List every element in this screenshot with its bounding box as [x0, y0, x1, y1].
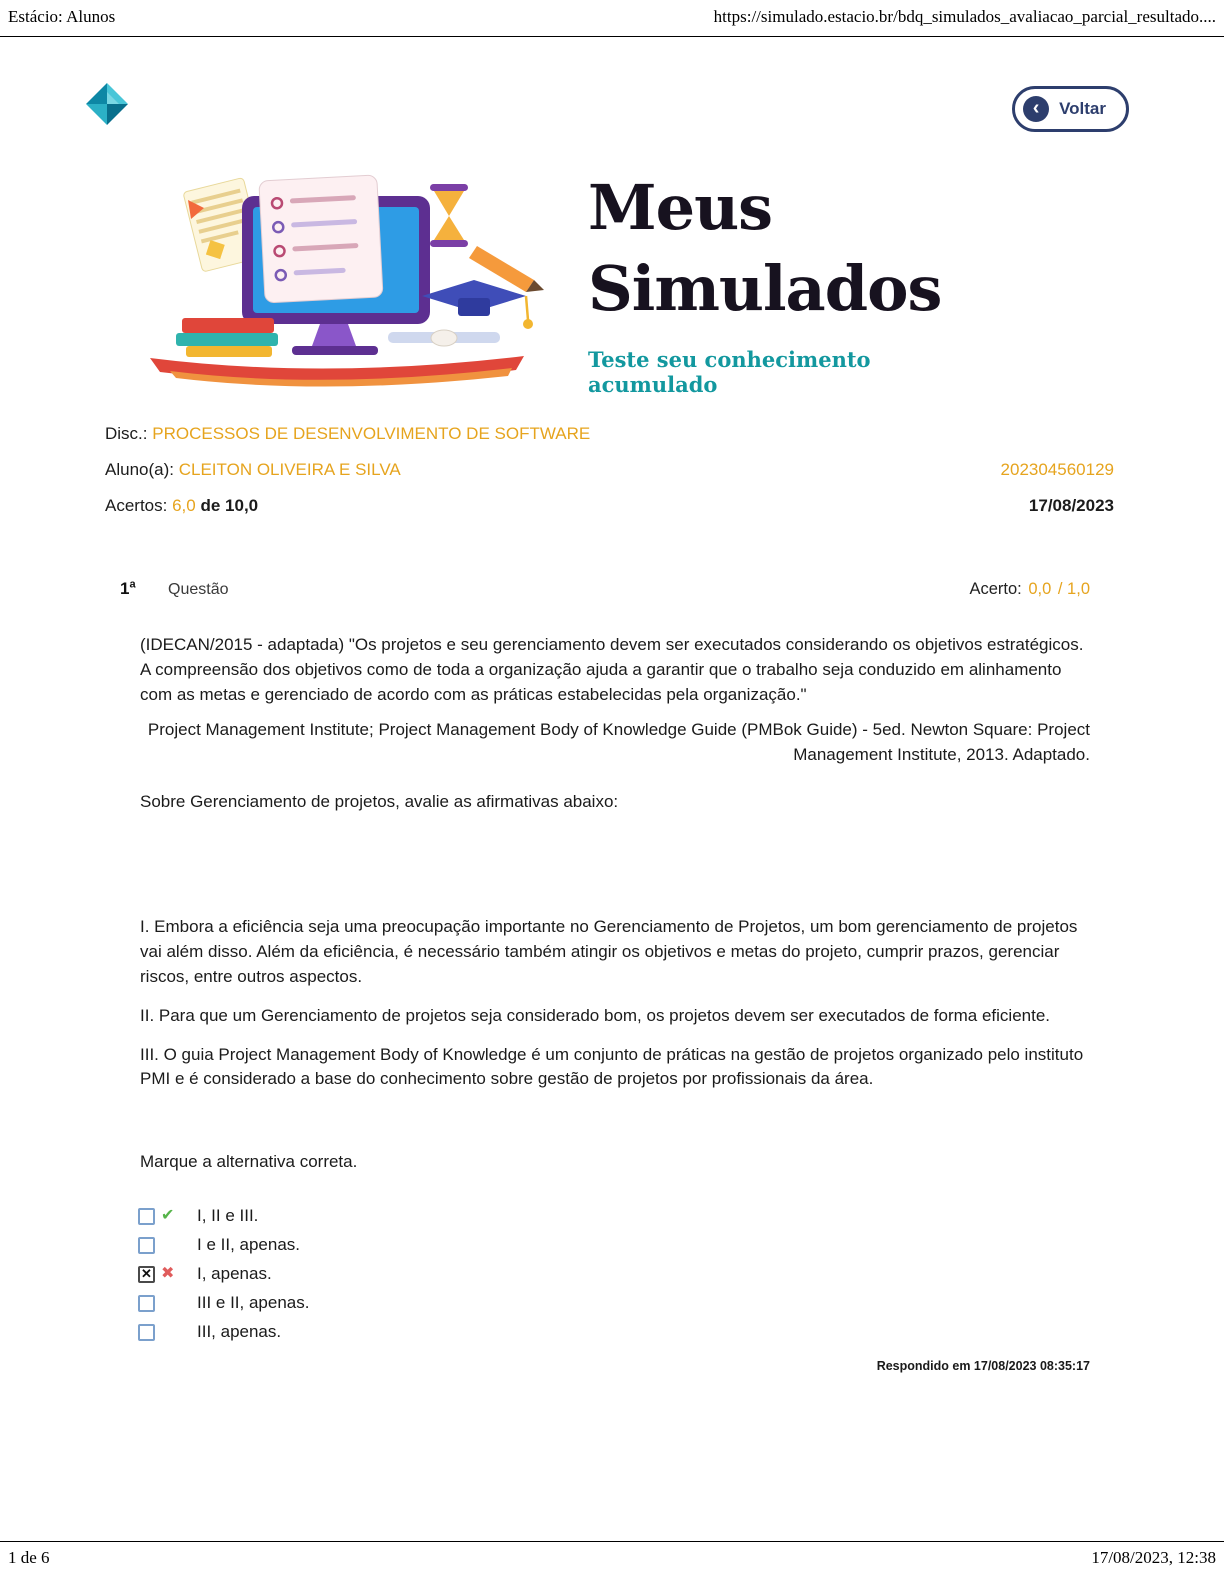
- answered-timestamp: Respondido em 17/08/2023 08:35:17: [876, 1359, 1090, 1374]
- answer-option[interactable]: [138, 1263, 1090, 1285]
- score-label: Acertos:: [105, 496, 168, 515]
- question-number: 1$^a$: [120, 578, 136, 598]
- answer-option[interactable]: [138, 1234, 1090, 1256]
- answer-option[interactable]: [138, 1321, 1090, 1343]
- exam-info: [105, 424, 1114, 532]
- question-items: [140, 915, 1090, 1093]
- study-illustration-svg: [92, 168, 557, 390]
- option-checkbox[interactable]: [138, 1237, 155, 1254]
- option-checkbox-selected[interactable]: ✕: [138, 1266, 155, 1283]
- score-of: de 10,0: [200, 496, 259, 515]
- estacio-logo-svg: [85, 82, 129, 126]
- hero-illustration: [92, 168, 557, 395]
- print-timestamp: 17/08/2023, 12:38: [1091, 1548, 1216, 1567]
- estacio-logo-icon: [85, 82, 129, 126]
- answer-option[interactable]: [138, 1205, 1090, 1227]
- question-citation: Project Management Institute; Project Management Body of Knowledge Guide (PMBok Guide) - 5ed. Newton Square: Project Management Institute, 2013. Adaptado.: [147, 719, 1090, 764]
- question-score-label: Acerto:: [969, 579, 1022, 598]
- discipline-value: PROCESSOS DE DESENVOLVIMENTO DE SOFTWARE: [152, 424, 591, 443]
- statement-item: II. Para que um Gerenciamento de projetos seja considerado bom, os projetos devem ser executados de forma eficiente.: [140, 1005, 1050, 1025]
- option-checkbox[interactable]: [138, 1208, 155, 1225]
- statement-item: I. Embora a eficiência seja uma preocupação importante no Gerenciamento de Projetos, um bom gerenciamento de projetos vai além disso. Além da eficiência, é necessário também atingir os objetivos e metas do projeto, cumprir prazos, gerenciar riscos, entre outros aspectos.: [140, 916, 1078, 986]
- option-checkbox[interactable]: [138, 1324, 155, 1341]
- page-subtitle: Teste seu conhecimento acumulado: [588, 347, 871, 398]
- page-title: Meus Simulados: [588, 171, 942, 325]
- question-paragraph: (IDECAN/2015 - adaptada) "Os projetos e seu gerenciamento devem ser executados considerando os objetivos estratégicos. A compreensão dos objetivos como de toda a organização ajuda a garantir que o trabalho seja conduzido em alinhamento com as metas e gerenciado de acordo com as práticas estabelecidas pela organização.": [140, 634, 1084, 704]
- print-header-url: https://simulado.estacio.br/bdq_simulados_avaliacao_parcial_resultado....: [713, 7, 1216, 26]
- print-header-title: Estácio: Alunos: [8, 7, 116, 26]
- question-header: [120, 578, 1090, 599]
- option-checkbox[interactable]: [138, 1295, 155, 1312]
- back-button-label: Voltar: [1059, 99, 1106, 118]
- discipline-label: Disc.:: [105, 424, 148, 443]
- question-prompt: Sobre Gerenciamento de projetos, avalie as afirmativas abaixo:: [140, 791, 619, 811]
- option-label: I, II e III.: [197, 1206, 259, 1226]
- wrong-x-icon: ✖: [161, 1265, 175, 1283]
- page-number: 1 de 6: [8, 1548, 50, 1567]
- option-label: III, apenas.: [197, 1322, 282, 1342]
- footer-divider: [0, 1541, 1224, 1542]
- question-score-total: / 1,0: [1057, 579, 1090, 598]
- exam-date: 17/08/2023: [1028, 496, 1114, 515]
- question-score: [969, 580, 1090, 599]
- question-block: [120, 578, 1090, 1373]
- question-body: [140, 633, 1090, 1176]
- question-label: Questão: [168, 580, 229, 598]
- back-button[interactable]: [1012, 86, 1129, 132]
- statement-item: III. O guia Project Management Body of Knowledge é um conjunto de práticas na gestão de projetos organizado pelo instituto PMI e é considerado a base do conhecimento sobre gestão de projetos por profissionais da área.: [140, 1044, 1084, 1089]
- option-label: I e II, apenas.: [197, 1235, 301, 1255]
- discipline-row: [105, 424, 1114, 444]
- student-id: 202304560129: [1000, 460, 1114, 479]
- student-name: CLEITON OLIVEIRA E SILVA: [178, 460, 401, 479]
- student-row: [105, 460, 1114, 480]
- score-row: [105, 496, 1114, 516]
- option-label: III e II, apenas.: [197, 1293, 310, 1313]
- question-instruction: Marque a alternativa correta.: [140, 1152, 358, 1172]
- student: [105, 460, 401, 480]
- question-title: [120, 578, 229, 599]
- discipline: [105, 424, 590, 444]
- back-arrow-icon: ‹: [1023, 96, 1049, 122]
- answer-options: [138, 1205, 1090, 1343]
- score-value: 6,0: [172, 496, 196, 515]
- correct-check-icon: ✔: [161, 1207, 175, 1225]
- answer-option[interactable]: [138, 1292, 1090, 1314]
- score: [105, 496, 258, 516]
- hero-title-block: [588, 168, 968, 397]
- question-score-value: 0,0: [1028, 579, 1052, 598]
- header-divider: [0, 36, 1224, 37]
- option-label: I, apenas.: [197, 1264, 272, 1284]
- student-label: Aluno(a):: [105, 460, 174, 479]
